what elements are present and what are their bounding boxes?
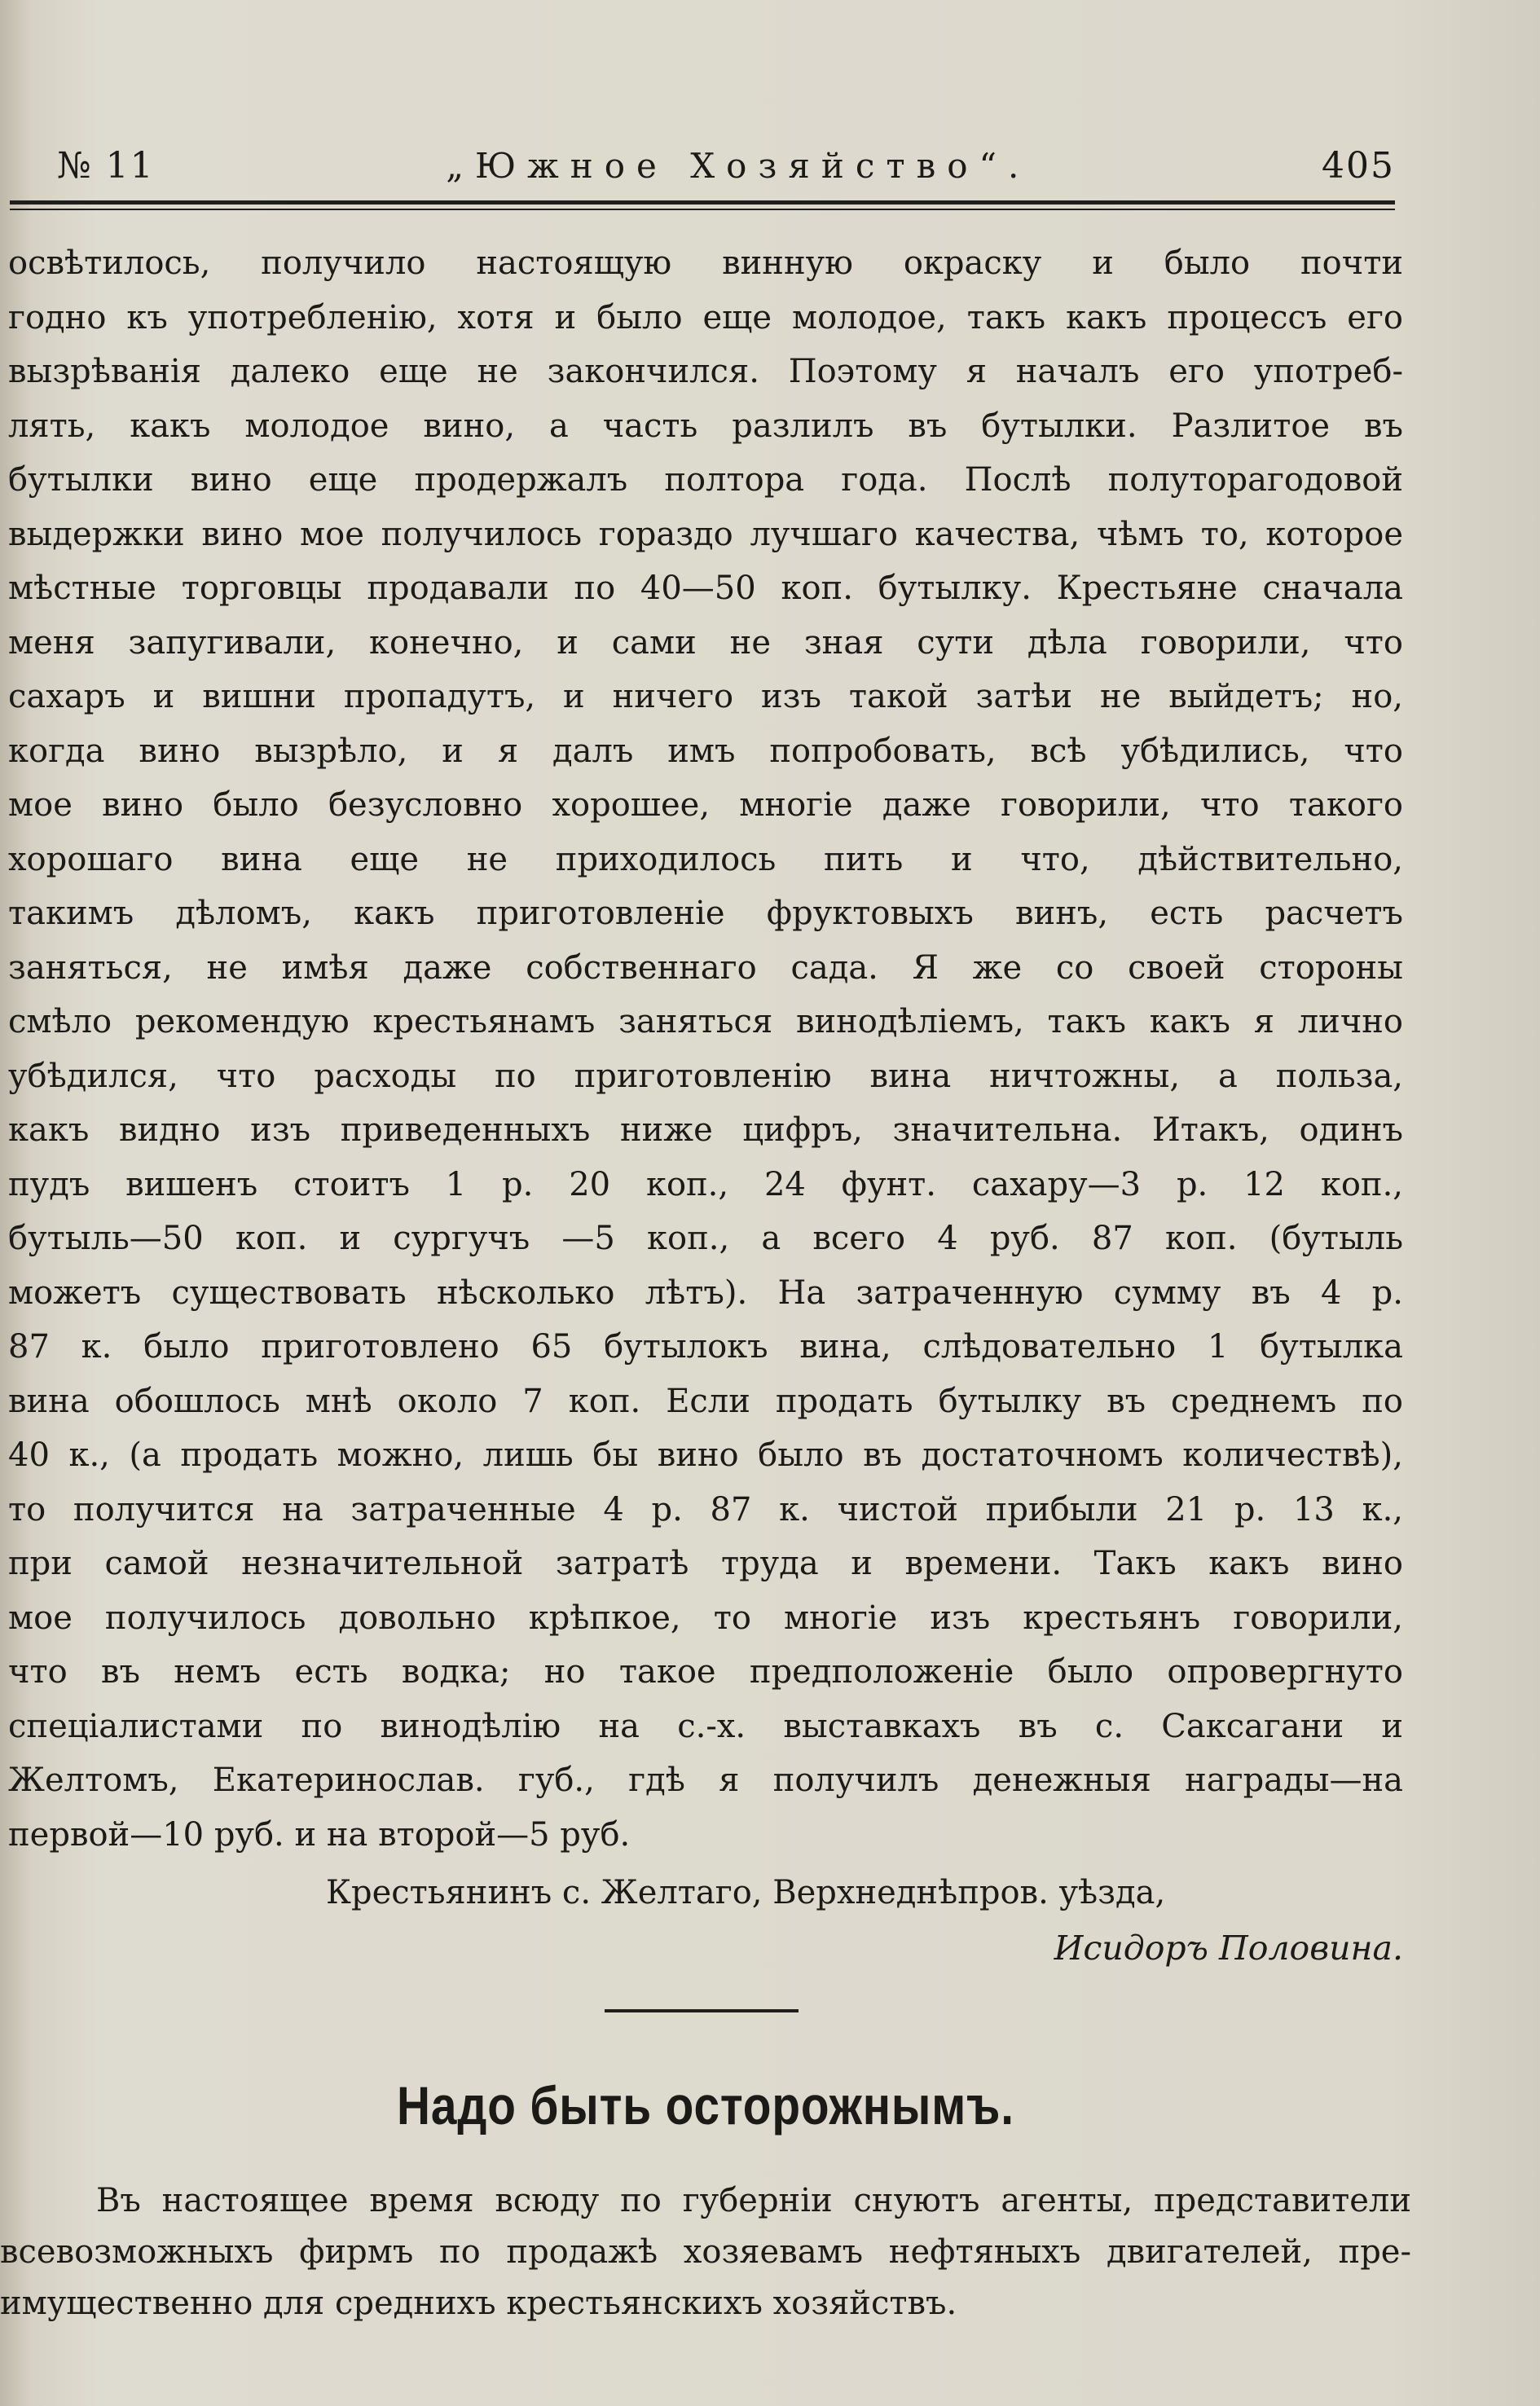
text-line: первой—10 руб. и на второй—5 руб. [8, 1815, 631, 1854]
text-line: выдержки вино мое получилось гораздо лучшаго качества, чѣмъ то, которое [8, 515, 1403, 553]
letter-body [8, 236, 1403, 1862]
text-line: бутыль—50 коп. и сургучъ —5 коп., а всего 4 руб. 87 коп. (бутыль [8, 1220, 1403, 1257]
text-line: что въ немъ есть водка; но такое предположеніе было опровергнуто [8, 1653, 1403, 1691]
text-line: можетъ существовать нѣсколько лѣтъ). На затраченную сумму въ 4 р. [8, 1273, 1403, 1312]
text-line: заняться, не имѣя даже собственнаго сада. Я же со своей стороны [8, 948, 1403, 987]
text-line: вызрѣванія далеко еще не закончился. Поэтому я началъ его употреб- [8, 353, 1403, 390]
issue-number: № 11 [57, 145, 155, 187]
text-line: когда вино вызрѣло, и я далъ имъ попробовать, всѣ убѣдились, что [8, 732, 1403, 770]
text-line: вина обошлось мнѣ около 7 коп. Если продать бутылку въ среднемъ по [8, 1382, 1403, 1420]
article-body [0, 2175, 1411, 2329]
section-divider [605, 2009, 799, 2012]
signature-place: Крестьянинъ с. Желтаго, Верхнеднѣпров. уѣзда, [326, 1874, 1166, 1911]
signature-block [8, 1866, 1403, 1977]
running-header [57, 145, 1395, 194]
text-line: спеціалистами по винодѣлію на с.-х. выставкахъ въ с. Саксагани и [8, 1707, 1403, 1745]
text-line: мое вино было безусловно хорошее, многіе даже говорили, что такого [8, 786, 1403, 824]
text-line: бутылки вино еще продержалъ полтора года. Послѣ полуторагодовой [8, 461, 1403, 499]
text-line: при самой незначительной затратѣ труда и времени. Такъ какъ вино [8, 1545, 1403, 1582]
text-line: мое получилось довольно крѣпкое, то многіе изъ крестьянъ говорили, [8, 1599, 1403, 1637]
text-line: такимъ дѣломъ, какъ приготовленіе фруктовыхъ винъ, есть расчетъ [8, 895, 1403, 932]
text-line: имущественно для среднихъ крестьянскихъ хозяйствъ. [0, 2285, 957, 2322]
text-line: меня запугивали, конечно, и сами не зная сути дѣла говорили, что [8, 623, 1403, 662]
text-line: 87 к. было приготовлено 65 бутылокъ вина, слѣдовательно 1 бутылка [8, 1328, 1403, 1366]
journal-title: „Южное Хозяйство“. [446, 146, 1031, 186]
text-line: годно къ употребленію, хотя и было еще молодое, такъ какъ процессъ его [8, 298, 1403, 336]
text-line: то получится на затраченные 4 р. 87 к. чистой прибыли 21 р. 13 к., [8, 1490, 1403, 1528]
text-line: освѣтилось, получило настоящую винную окраску и было почти [8, 244, 1403, 282]
header-rule-thick [10, 200, 1395, 205]
text-line: мѣстные торговцы продавали по 40—50 коп. бутылку. Крестьяне сначала [8, 570, 1403, 607]
text-line: смѣло рекомендую крестьянамъ заняться винодѣліемъ, такъ какъ я лично [8, 1003, 1403, 1040]
header-rule-thin [10, 209, 1395, 210]
text-line: какъ видно изъ приведенныхъ ниже цифръ, значительна. Итакъ, одинъ [8, 1111, 1403, 1149]
text-line: 40 к., (а продать можно, лишь бы вино было въ достаточномъ количествѣ), [8, 1436, 1403, 1474]
text-line: убѣдился, что расходы по приготовленію вина ничтожны, а польза, [8, 1057, 1403, 1095]
text-line: лять, какъ молодое вино, а часть разлилъ въ бутылки. Разлитое въ [8, 407, 1403, 445]
text-line: Желтомъ, Екатеринослав. губ., гдѣ я получилъ денежныя награды—на [8, 1762, 1403, 1799]
text-line: пудъ вишенъ стоитъ 1 р. 20 коп., 24 фунт. сахару—3 р. 12 коп., [8, 1165, 1403, 1203]
text-line: Въ настоящее время всюду по губерніи снуютъ агенты, представители [96, 2182, 1411, 2219]
article-heading: Надо быть осторожнымъ. [397, 2075, 1014, 2135]
page-number: 405 [1322, 145, 1395, 187]
text-line: сахаръ и вишни пропадутъ, и ничего изъ такой затѣи не выйдетъ; но, [8, 678, 1403, 715]
signature-name: Исидоръ Половина. [1054, 1929, 1403, 1968]
text-line: хорошаго вина еще не приходилось пить и что, дѣйствительно, [8, 840, 1403, 878]
text-line: всевозможныхъ фирмъ по продажѣ хозяевамъ нефтяныхъ двигателей, пре- [0, 2233, 1411, 2271]
